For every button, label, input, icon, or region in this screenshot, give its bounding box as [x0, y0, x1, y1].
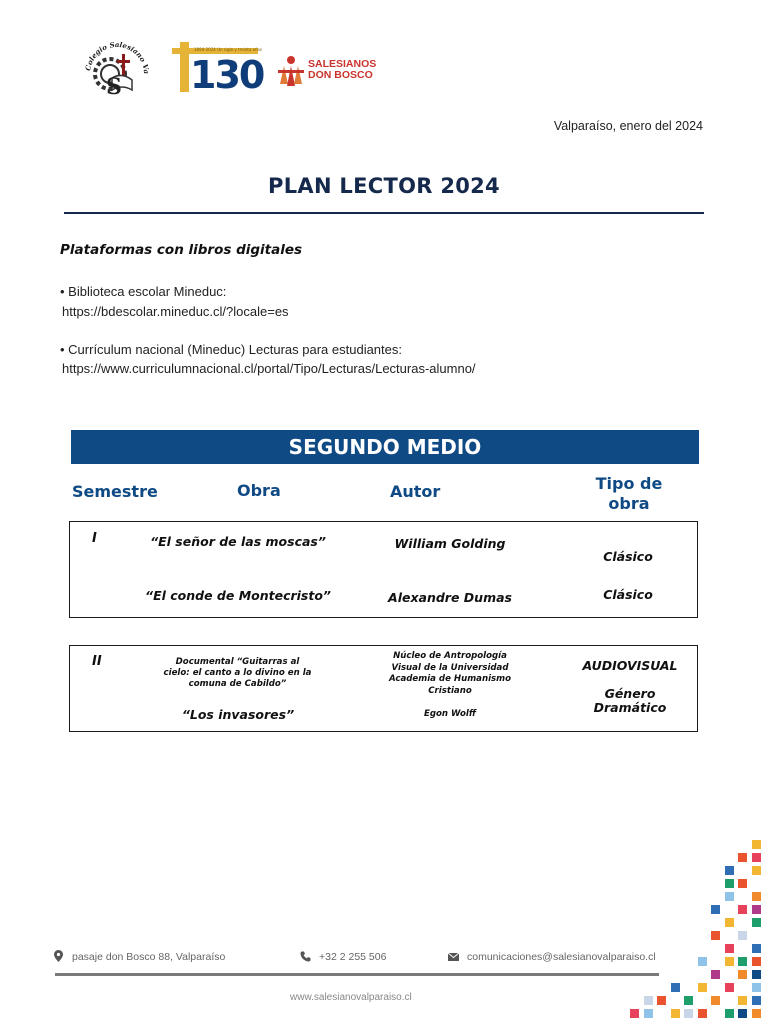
mosaic-tile	[725, 983, 734, 992]
section-banner-title: SEGUNDO MEDIO	[288, 435, 482, 459]
mosaic-tile	[725, 1009, 734, 1018]
footer-divider	[55, 973, 659, 976]
mosaic-tile	[711, 931, 720, 940]
mosaic-tile	[752, 996, 761, 1005]
platform-label-curriculum: • Currículum nacional (Mineduc) Lecturas para estudiantes:	[60, 342, 402, 357]
svg-text:S: S	[106, 74, 122, 100]
column-header-tipo	[580, 474, 678, 514]
semester-2-row-1-obra-line3: comuna de Cabildo”	[188, 679, 287, 689]
section-banner	[71, 430, 699, 464]
semester-2-row-1-tipo: AUDIOVISUAL	[582, 658, 678, 673]
semester-2-row-1-autor-line1: Núcleo de Antropología	[393, 651, 507, 661]
semester-1-row-2-tipo: Clásico	[603, 587, 653, 602]
mosaic-tile	[725, 918, 734, 927]
mosaic-tile	[752, 970, 761, 979]
mosaic-tile	[752, 983, 761, 992]
semester-1-row-1-autor: William Golding	[394, 536, 506, 551]
semester-2-row-1-autor-line2: Visual de la Universidad	[391, 662, 509, 673]
semester-2-label: II	[92, 654, 102, 669]
mosaic-tile	[752, 853, 761, 862]
semester-1-row-1-tipo: Clásico	[603, 549, 653, 564]
title-divider	[64, 212, 704, 214]
salesianos-logo-line2: DON BOSCO	[308, 69, 373, 81]
semester-2-row-2-obra: “Los invasores”	[181, 707, 295, 722]
mosaic-tile	[711, 905, 720, 914]
footer-email[interactable]: comunicaciones@salesianovalparaiso.cl	[467, 951, 656, 963]
mosaic-tile	[644, 1009, 653, 1018]
mosaic-tile	[725, 879, 734, 888]
footer-address: pasaje don Bosco 88, Valparaíso	[72, 951, 226, 963]
mosaic-tile	[738, 879, 747, 888]
semester-1-row-2-obra: “El conde de Montecristo”	[145, 588, 331, 603]
mosaic-tile	[738, 853, 747, 862]
envelope-icon	[448, 953, 459, 961]
mosaic-tile	[644, 996, 653, 1005]
mosaic-tile	[738, 931, 747, 940]
phone-icon	[300, 951, 311, 962]
document-date: Valparaíso, enero del 2024	[553, 119, 703, 133]
semester-2-row-1-autor	[365, 651, 535, 697]
semester-2-row-1-obra-line2: cielo: el canto a lo divino en la	[163, 668, 312, 678]
mosaic-tile	[738, 957, 747, 966]
mosaic-tile	[698, 1009, 707, 1018]
mosaic-tile	[725, 866, 734, 875]
platforms-heading: Plataformas con libros digitales	[60, 242, 303, 258]
mosaic-tile	[711, 996, 720, 1005]
header-logos	[82, 34, 382, 104]
salesianos-logo-line1: SALESIANOS	[308, 58, 377, 70]
anniversary-number: 130	[190, 53, 264, 97]
semester-2-row-2-tipo-line1: Género	[604, 686, 656, 701]
column-header-obra: Obra	[237, 481, 281, 500]
column-header-semestre: Semestre	[72, 482, 158, 501]
mosaic-tile	[698, 957, 707, 966]
decorative-mosaic	[630, 840, 768, 1024]
semester-1-label: I	[92, 531, 97, 546]
mosaic-tile	[738, 970, 747, 979]
platform-link-curriculum[interactable]: https://www.curriculumnacional.cl/portal/Tipo/Lecturas/Lecturas-alumno/	[62, 361, 476, 376]
platform-label-biblioteca: • Biblioteca escolar Mineduc:	[60, 284, 227, 299]
mosaic-tile	[752, 866, 761, 875]
mosaic-tile	[630, 1009, 639, 1018]
colegio-logo-text: Colegio Salesiano Va	[83, 39, 152, 75]
semester-2-row-1-autor-line3: Academia de Humanismo	[388, 674, 512, 684]
semester-2-row-1-obra-line1: Documental “Guitarras al	[175, 657, 300, 667]
semester-2-row-1-autor-line4: Cristiano	[428, 685, 472, 696]
anniversary-caption: 1894-2024 Un siglo y treinta años	[194, 47, 263, 52]
colegio-salesiano-logo	[82, 34, 152, 100]
semester-2-row-1-obra	[145, 657, 330, 690]
mosaic-tile	[684, 1009, 693, 1018]
salesianos-don-bosco-logo	[276, 54, 386, 88]
mosaic-tile	[738, 1009, 747, 1018]
mosaic-tile	[752, 1009, 761, 1018]
mosaic-tile	[738, 996, 747, 1005]
mosaic-tile	[671, 983, 680, 992]
mosaic-tile	[698, 983, 707, 992]
mosaic-tile	[671, 1009, 680, 1018]
page-title: PLAN LECTOR 2024	[268, 174, 500, 198]
footer-phone[interactable]: +32 2 255 506	[319, 951, 387, 963]
mosaic-tile	[752, 840, 761, 849]
salesianos-emblem-icon	[276, 54, 306, 88]
footer-website[interactable]: www.salesianovalparaiso.cl	[290, 992, 412, 1003]
mosaic-tile	[738, 905, 747, 914]
anniversary-130-logo	[172, 42, 264, 98]
mosaic-tile	[752, 957, 761, 966]
semester-2-row-2-autor: Egon Wolff	[423, 709, 477, 719]
semester-1-row-2-autor: Alexandre Dumas	[388, 590, 512, 605]
semester-1-row-1-obra: “El señor de las moscas”	[150, 534, 326, 549]
mosaic-tile	[752, 918, 761, 927]
platform-link-biblioteca[interactable]: https://bdescolar.mineduc.cl/?locale=es	[62, 304, 289, 319]
mosaic-tile	[752, 905, 761, 914]
mosaic-tile	[657, 996, 666, 1005]
mosaic-tile	[684, 996, 693, 1005]
semester-2-row-2-tipo-line2: Dramático	[593, 700, 667, 715]
semester-2-row-2-tipo	[570, 687, 690, 715]
mosaic-tile	[725, 892, 734, 901]
mosaic-tile	[725, 957, 734, 966]
mosaic-tile	[752, 944, 761, 953]
column-header-autor: Autor	[390, 482, 441, 501]
mosaic-tile	[752, 892, 761, 901]
column-header-tipo-line1: Tipo de	[595, 474, 663, 493]
location-pin-icon	[54, 950, 63, 962]
mosaic-tile	[711, 970, 720, 979]
column-header-tipo-line2: obra	[608, 494, 650, 513]
mosaic-tile	[725, 944, 734, 953]
